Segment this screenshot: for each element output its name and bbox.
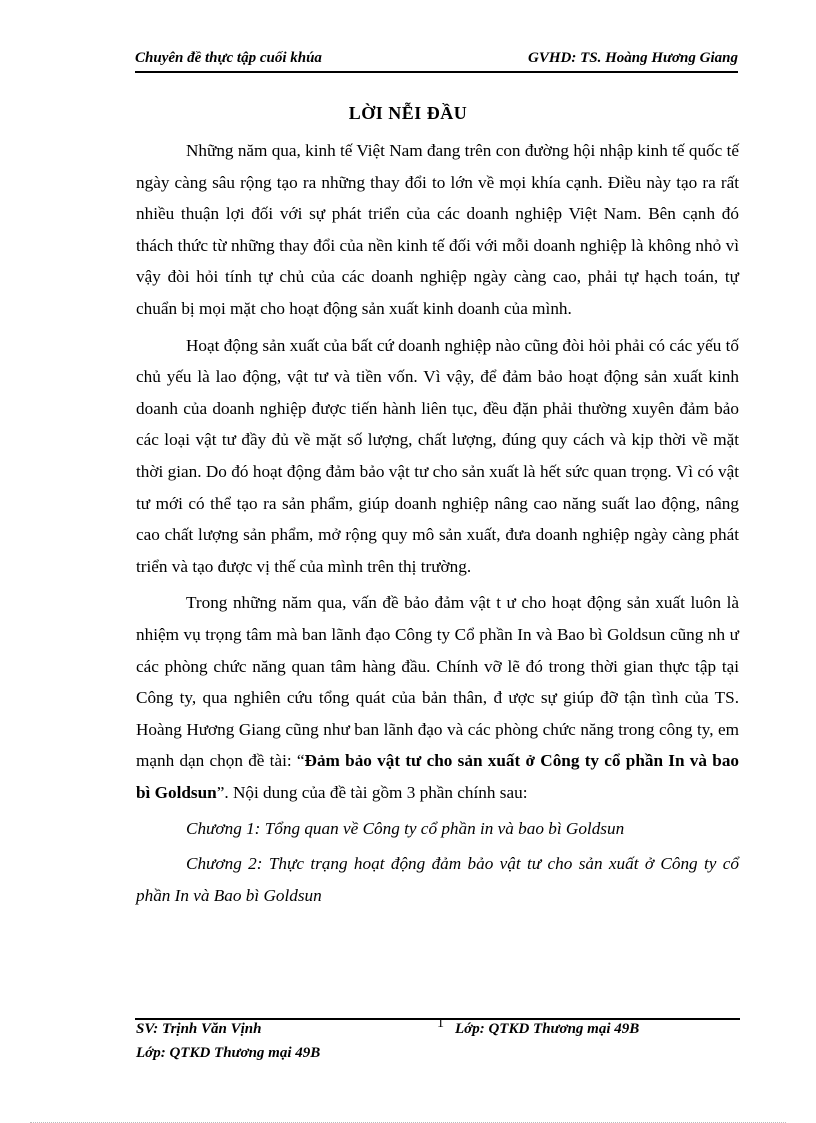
page-header [135, 49, 738, 73]
chapter-2-line: Chương 2: Thực trạng hoạt động đảm bảo vật tư cho sản xuất ở Công ty cổ phần In và Bao bì Goldsun [136, 854, 739, 905]
footer-student: SV: Trịnh Văn Vịnh [136, 1021, 262, 1037]
paragraph-2: Hoạt động sản xuất của bất cứ doanh nghiệp nào cũng đòi hỏi phải có các yếu tố chủ yếu là lao động, vật tư và tiền vốn. Vì vậy, để đảm bảo hoạt động sản xuất kinh doanh của doanh nghiệp được tiến hành liên tục, đều đặn phải thường xuyên đảm bảo các loại vật tư đầy đủ về mặt số lượng, chất lượng, đúng quy cách và kịp thời về mặt thời gian. Do đó hoạt động đảm bảo vật tư cho sản xuất là hết sức quan trọng. Vì có vật tư mới có thể tạo ra sản phẩm, giúp doanh nghiệp nâng cao năng suất lao động, nâng cao chất lượng sản phẩm, mở rộng quy mô sản xuất, đưa doanh nghiệp ngày càng phát triển và tạo được vị thế của mình trên thị trường. [136, 335, 739, 576]
paragraph-3-ending: ”. Nội dung của đề tài gồm 3 phần chính sau: [216, 782, 528, 802]
document-body [136, 135, 739, 914]
page-number: 1 [437, 1016, 444, 1031]
header-supervisor: GVHD: TS. Hoàng Hương Giang [528, 50, 738, 66]
paragraph-1: Những năm qua, kinh tế Việt Nam đang trên con đường hội nhập kinh tế quốc tế ngày càng sâu rộng tạo ra những thay đổi to lớn về mọi khía cạnh. Điều này tạo ra rất nhiều thuận lợi đối với sự phát triển của các doanh nghiệp Việt Nam. Bên cạnh đó thách thức từ những thay đổi của nền kinh tế đối với mỗi doanh nghiệp là không nhỏ vì vậy đòi hỏi tính tự chủ của các doanh nghiệp ngày càng cao, phải tự hạch toán, tự chuẩn bị mọi mặt cho hoạt động sản xuất kinh doanh của mình. [136, 141, 739, 318]
paragraph-3 [136, 587, 739, 808]
chapter-1-line: Chương 1: Tổng quan về Công ty cổ phần in và bao bì Goldsun [186, 819, 625, 839]
footer-class-left: Lớp: QTKD Thương mại 49B [136, 1045, 321, 1061]
thesis-topic: Đảm bảo vật tư cho sản xuất ở Công ty cổ phần In và bao bì Goldsun [136, 751, 740, 802]
paragraph-3-text: Trong những năm qua, vấn đề bảo đảm vật t ư cho hoạt động sản xuất luôn là nhiệm vụ trọng tâm mà ban lãnh đạo Công ty Cổ phần In và Bao bì Goldsun cũng nh ư các phòng chức năng quan tâm hàng đầu. Chính vỡ lẽ đó trong thời gian thực tập tại Công ty, qua nghiên cứu tổng quát của bản thân, đ ược sự giúp đỡ tận tình của TS. Hoàng Hương Giang cũng như ban lãnh đạo và các phòng chức năng trong công ty, em mạnh dạn chọn đề tài: “ [136, 593, 739, 771]
footer-class-right: Lớp: QTKD Thương mại 49B [455, 1021, 640, 1037]
header-report-title: Chuyên đề thực tập cuối khúa [135, 50, 322, 66]
section-title: LỜI NỄI ĐẦU [348, 103, 468, 123]
